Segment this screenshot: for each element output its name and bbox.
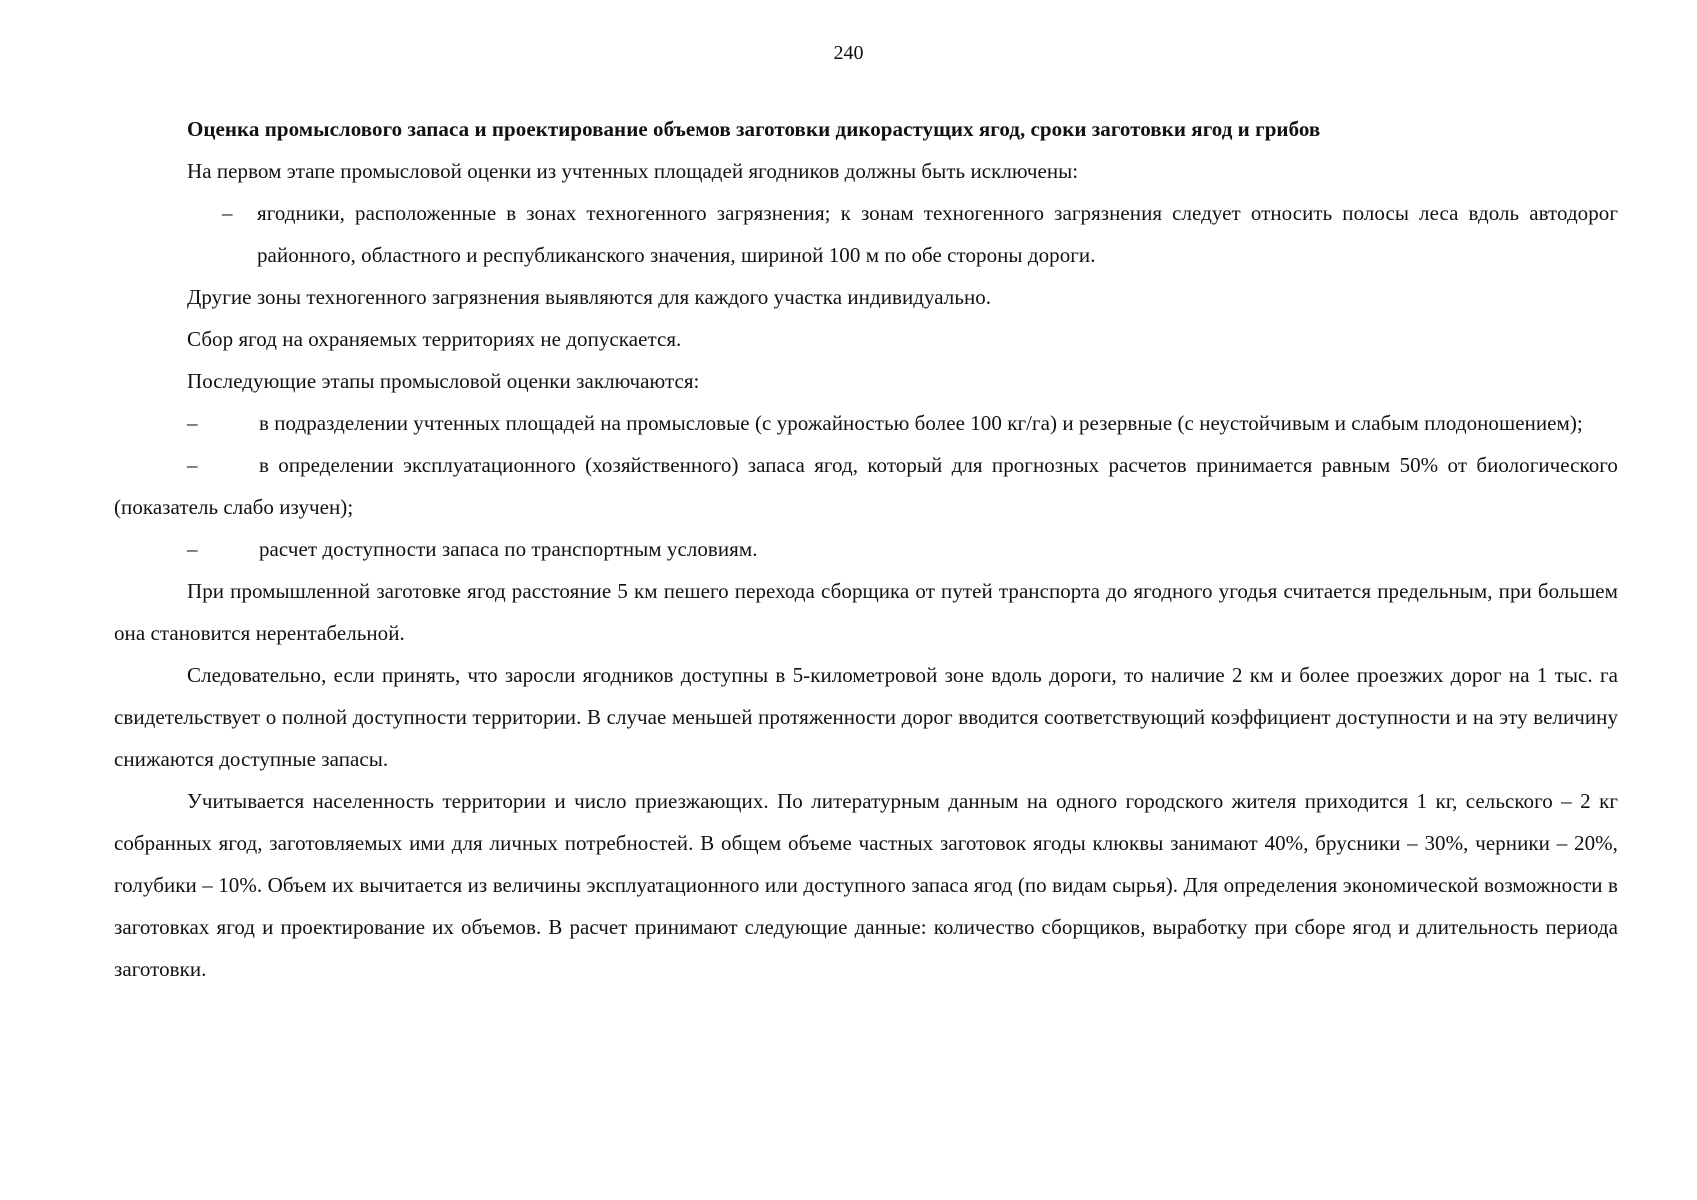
list-item: [114, 444, 1618, 528]
next-stages-line: Последующие этапы промысловой оценки заключаются:: [187, 369, 700, 393]
list-dash: –: [187, 537, 198, 561]
list-item: [114, 528, 1618, 570]
section-heading: Оценка промыслового запаса и проектирование объемов заготовки дикорастущих ягод, сроки заготовки ягод и грибов: [187, 117, 1321, 141]
list-item-text: в определении эксплуатационного (хозяйственного) запаса ягод, который для прогнозных расчетов принимается равным 50% от биологического (показатель слабо изучен);: [114, 453, 1618, 519]
intro-line: На первом этапе промысловой оценки из учтенных площадей ягодников должны быть исключены:: [187, 159, 1079, 183]
list-item-text: расчет доступности запаса по транспортным условиям.: [259, 537, 758, 561]
list-dash: –: [222, 201, 233, 225]
protected-areas-line: Сбор ягод на охраняемых территориях не допускается.: [187, 327, 682, 351]
page-number: 240: [833, 42, 864, 64]
other-zones-line: Другие зоны техногенного загрязнения выявляются для каждого участка индивидуально.: [187, 285, 992, 309]
paragraph: Следовательно, если принять, что заросли ягодников доступны в 5-километровой зоне вдоль дороги, то наличие 2 км и более проезжих дорог на 1 тыс. га свидетельствует о полной доступности территории. В случае меньшей протяженности дорог вводится соответствующий коэффициент доступности и на эту величину снижаются доступные запасы.: [114, 663, 1618, 771]
paragraph: При промышленной заготовке ягод расстояние 5 км пешего перехода сборщика от путей транспорта до ягодного угодья считается предельным, при большем она становится нерентабельной.: [114, 579, 1618, 645]
list-dash: –: [187, 453, 198, 477]
list-item: [114, 402, 1618, 444]
list-item: [222, 192, 1618, 276]
list-item-text: ягодники, расположенные в зонах техногенного загрязнения; к зонам техногенного загрязнения следует относить полосы леса вдоль автодорог районного, областного и республиканского значения, шириной 100 м по обе стороны дороги.: [257, 201, 1618, 267]
list-item-text: в подразделении учтенных площадей на промысловые (с урожайностью более 100 кг/га) и резервные (с неустойчивым и слабым плодоношением);: [259, 411, 1583, 435]
paragraph: Учитывается населенность территории и число приезжающих. По литературным данным на одного городского жителя приходится 1 кг, сельского – 2 кг собранных ягод, заготовляемых ими для личных потребностей. В общем объеме частных заготовок ягоды клюквы занимают 40%, брусники – 30%, черники – 20%, голубики – 10%. Объем их вычитается из величины эксплуатационного или доступного запаса ягод (по видам сырья). Для определения экономической возможности в заготовках ягод и проектирование их объемов. В расчет принимают следующие данные: количество сборщиков, выработку при сборе ягод и длительность периода заготовки.: [114, 789, 1618, 981]
list-dash: –: [187, 411, 198, 435]
document-body: [114, 108, 1618, 990]
